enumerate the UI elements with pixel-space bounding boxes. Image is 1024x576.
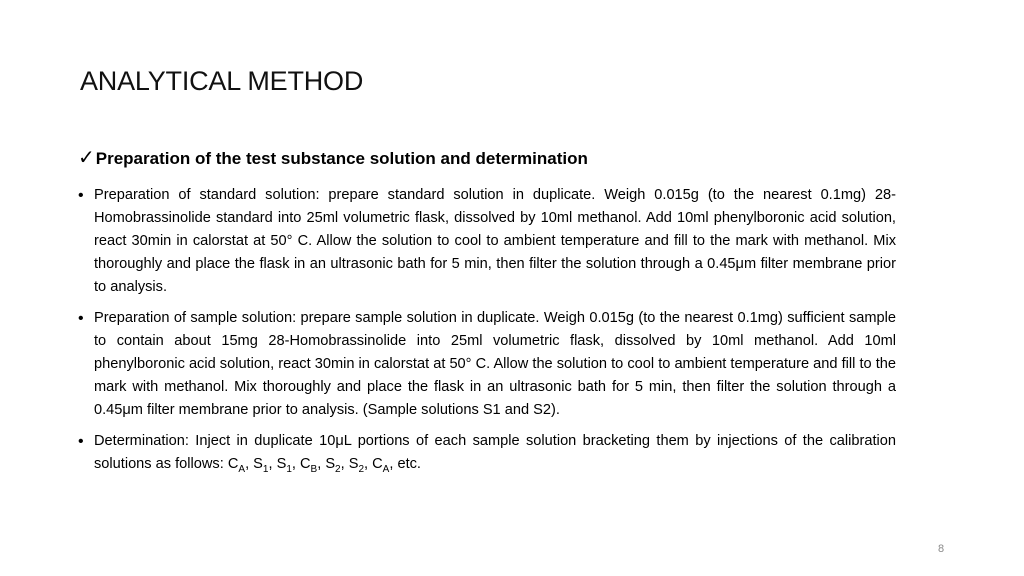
sequence-term-base: C: [372, 456, 383, 472]
sequence-term: [253, 456, 269, 475]
bullet-standard-solution: [78, 184, 896, 299]
bullet-text: Preparation of sample solution: prepare sample solution in duplicate. Weigh 0.015g (to the nearest 0.1mg) sufficient sample to contain about 15mg 28-Homobrassinolide into 25ml volumetric flask, dissolved by 10ml methanol. Add 10ml phenylboronic acid solution, react 30min in calorstat at 50° C. Allow the solution to cool to ambient temperature and fill to the mark with methanol. Mix thoroughly and place the flask in an ultrasonic bath for 5 min, then filter the solution through a 0.45μm filter membrane prior to analysis. (Sample solutions S1 and S2).: [94, 310, 896, 418]
sequence-term: [299, 456, 318, 475]
sequence-term-subscript: B: [310, 463, 318, 475]
sequence-term-subscript: 2: [358, 463, 365, 475]
bullet-text: Preparation of standard solution: prepare standard solution in duplicate. Weigh 0.015g (to the nearest 0.1mg) 28-Homobrassinolide standard into 25ml volumetric flask, dissolved by 10ml methanol. Add 10ml phenylboronic acid solution, react 30min in calorstat at 50° C. Allow the solution to cool to ambient temperature and fill to the mark with methanol. Mix thoroughly and place the flask in an ultrasonic bath for 5 min, then filter the solution through a 0.45μm filter membrane prior to analysis.: [94, 187, 896, 295]
bullet-text-prefix: Determination: Inject in duplicate 10μL portions of each sample solution bracketing them by injections of the calibration solutions as follows:: [94, 433, 896, 472]
sequence-term-base: S: [325, 456, 336, 472]
sequence-term-subscript: 1: [262, 463, 269, 475]
sequence-term: [348, 456, 365, 475]
sequence-term-base: C: [299, 456, 311, 472]
section-heading-text: Preparation of the test substance solution and determination: [95, 149, 588, 168]
sequence-term: [227, 456, 246, 475]
sequence-term: [276, 456, 292, 475]
sequence-separator: ,: [340, 456, 349, 472]
bullet-list: [78, 184, 896, 484]
bullet-determination: [78, 430, 896, 476]
bullet-text-suffix: , etc.: [389, 456, 421, 472]
sequence-term-subscript: 2: [335, 463, 341, 475]
sequence-term: [372, 456, 390, 475]
slide-title: ANALYTICAL METHOD: [80, 66, 364, 96]
sequence-separator: ,: [245, 456, 254, 472]
bullet-icon: •: [78, 187, 84, 204]
bullet-icon: •: [78, 310, 84, 327]
sequence-term-subscript: A: [238, 463, 246, 475]
sequence-term-subscript: 1: [286, 463, 292, 475]
sequence-term-subscript: A: [382, 463, 390, 475]
section-heading: [78, 145, 588, 170]
sequence-separator: ,: [291, 456, 300, 472]
injection-sequence: [227, 456, 390, 475]
bullet-icon: •: [78, 433, 84, 450]
sequence-separator: ,: [268, 456, 277, 472]
sequence-term: [325, 456, 341, 475]
sequence-term-base: C: [227, 456, 239, 472]
page-number: 8: [938, 543, 945, 555]
sequence-term-base: S: [348, 456, 359, 472]
sequence-separator: ,: [364, 456, 373, 472]
sequence-separator: ,: [317, 456, 326, 472]
bullet-sample-solution: [78, 307, 896, 422]
sequence-term-base: S: [253, 456, 263, 472]
check-icon: ✓: [78, 147, 95, 169]
sequence-term-base: S: [276, 456, 287, 472]
